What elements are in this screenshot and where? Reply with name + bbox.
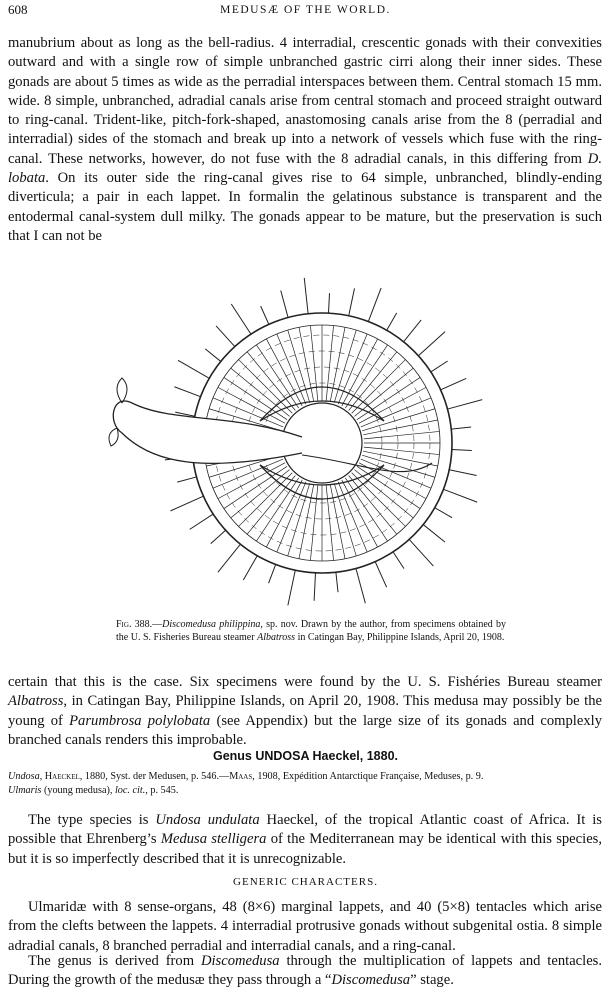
genus-heading: Genus UNDOSA Haeckel, 1880. <box>212 749 399 763</box>
page-header <box>8 2 603 20</box>
paragraph-description-continued: manubrium about as long as the bell-radius. 4 interradial, crescentic gonads with their convexities outward and with a single row of simple unbranched gastric cirri along their inner sides. These gonads are about 5 times as wide as the perradial interspaces between them. Central stomach 15 mm. wide. 8 simple, unbranched, adradial canals arise from central stomach and proceed straight outward to ring-canal. Trident-like, pitch-fork-shaped, anastomosing canals arise from the 8 (perradial and interradial) sides of the stomach and break up into a network of vessels which fuse with the ring-canal. These networks, however, do not fuse with the 8 adradial canals, in this differing from D. lobata. On its outer side the ring-canal gives rise to 64 simple, unbranched, blindly-ending diverticula; a pair in each lappet. In formalin the gelatinous substance is transparent and the entodermal canal-system dull milky. The gonads appear to be mature, but the preservation is such that I can not be <box>8 35 602 244</box>
running-title: MEDUSÆ OF THE WORLD. <box>220 4 391 16</box>
references <box>8 770 602 797</box>
paragraph-type-species: The type species is Undosa undulata Haeckel, of the tropical Atlantic coast of Africa. It is possible that Ehrenberg’s Medusa stelligera of the Mediterranean may be identical with this species, but it is so imperfectly described that it is unrecognizable. <box>8 812 602 867</box>
reference-line: Undosa, Haeckel, 1880, Syst. der Medusen, p. 546.—Maas, 1908, Expédition Antarctique Française, Meduses, p. 9. <box>8 771 484 782</box>
reference-line: Ulmaris (young medusa), loc. cit., p. 545. <box>8 784 179 796</box>
figure-caption: Fig. 388.—Discomedusa philippina, sp. nov. Drawn by the author, from specimens obtained by the U. S. Fisheries Bureau steamer Albatross in Catingan Bay, Philippine Islands, April 20, 1908. <box>116 619 506 643</box>
paragraph-genus-derivation: The genus is derived from Discomedusa through the multiplication of lappets and tentacles. During the growth of the medusæ they pass through a “Discomedusa” stage. <box>8 953 603 989</box>
medusa-illustration <box>60 258 540 618</box>
paragraph-specimens: certain that this is the case. Six specimens were found by the U. S. Fishéries Bureau steamer Albatross, in Catingan Bay, Philippine Islands, on April 20, 1908. This medusa may possibly be the young of Parumbrosa polylobata (see Appendix) but the large size of its gonads and complexly branched canals renders this improbable. <box>8 674 602 748</box>
species-name: D. lobata <box>8 150 602 187</box>
paragraph-generic-characters: Ulmaridæ with 8 sense-organs, 48 (8×6) marginal lappets, and 40 (5×8) tentacles which arise from the clefts between the lappets. 4 interradial protrusive gonads without subgenital ostia. 8 simple adradial canals, 8 branched perradial and interradial canals, and a ring-canal. <box>8 899 602 954</box>
page-number: 608 <box>8 2 28 17</box>
generic-characters-heading: GENERIC CHARACTERS. <box>233 876 378 888</box>
